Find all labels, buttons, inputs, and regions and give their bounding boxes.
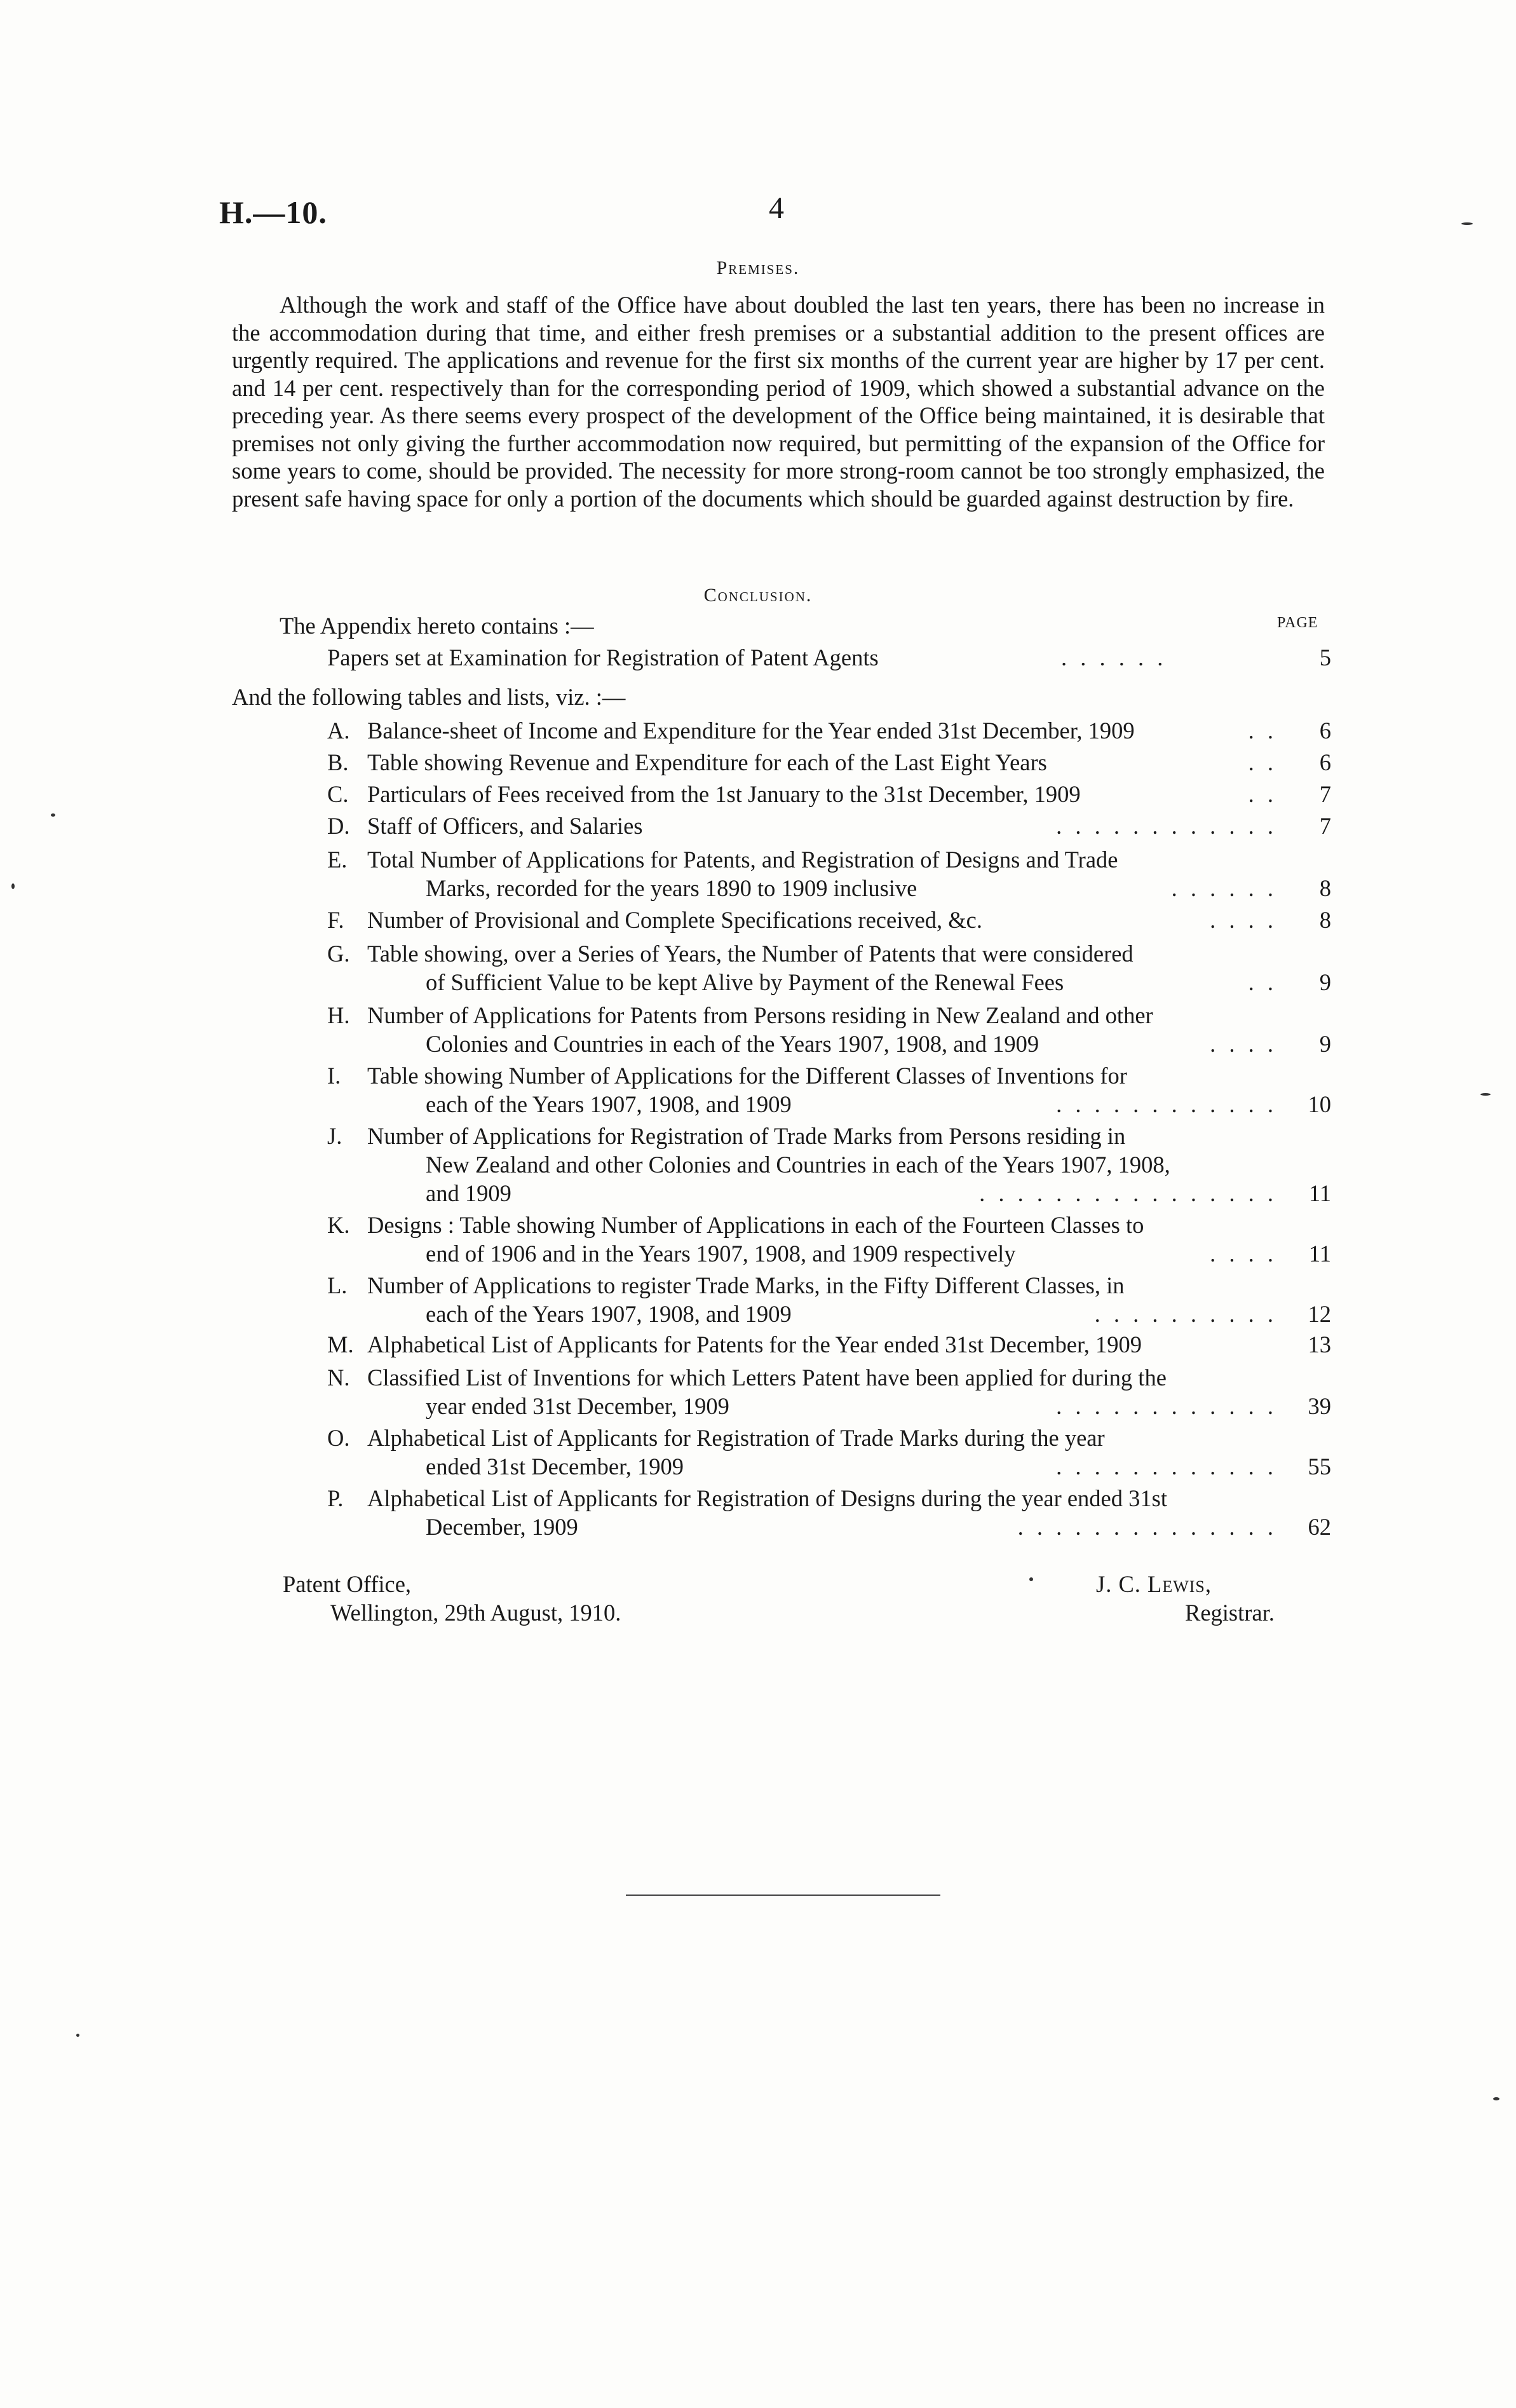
entry-letter: L.: [327, 1272, 348, 1298]
leader-dots: . . . .: [1210, 1241, 1277, 1267]
entry-text: [367, 1001, 1279, 1058]
entry-letter: G.: [327, 941, 350, 967]
scan-speck: [1461, 222, 1473, 225]
entry-line: New Zealand and other Colonies and Countries in each of the Years 1907, 1908,: [426, 1152, 1170, 1178]
leader-dots: . . . .: [1210, 1031, 1277, 1057]
leader-dots: . . . . . . . . . . . .: [1056, 1453, 1277, 1479]
entry-page-number: 12: [1308, 1301, 1331, 1327]
entry-page-number: 9: [1319, 1031, 1331, 1057]
scan-speck: [51, 813, 55, 817]
leader-dots: . .: [1248, 781, 1277, 807]
leader-dots: . .: [1248, 718, 1277, 744]
leader-dots: . . . . . . . . . . . .: [1056, 813, 1277, 839]
entry-text: [367, 716, 1279, 745]
entry-page-number: 7: [1319, 781, 1331, 807]
papers-entry-text: Papers set at Examination for Registration of Patent Agents: [327, 644, 879, 670]
entry-page-number: 11: [1308, 1180, 1331, 1206]
entry-line: Particulars of Fees received from the 1st January to the 31st December, 1909: [367, 781, 1081, 807]
entry-letter: I.: [327, 1063, 341, 1089]
entry-text: [367, 1330, 1279, 1359]
appendix-intro: The Appendix hereto contains :—: [280, 613, 594, 639]
entry-line: year ended 31st December, 1909: [426, 1393, 729, 1419]
entry-letter: P.: [327, 1485, 344, 1511]
document-reference: H.—10.: [219, 194, 327, 230]
entry-text: [367, 748, 1279, 777]
entry-line: Balance-sheet of Income and Expenditure for the Year ended 31st December, 1909: [367, 718, 1135, 744]
premises-paragraph: Although the work and staff of the Office have about doubled the last ten years, there has been no increase in the accommodation during that time, and either fresh premises or a substantial addition to the present offices are urgently required. The applications and revenue for the first six months of the current year are higher by 17 per cent. and 14 per cent. respectively than for the corresponding period of 1909, which showed a substantial advance on the preceding year. As there seems every prospect of the development of the Office being maintained, it is desirable that premises not only giving the further accommodation now required, but permitting of the expansion of the Office for some years to come, should be provided. The necessity for more strong-room cannot be too strongly emphasized, the present safe having space for only a portion of the documents which should be guarded against destruction by fire.: [232, 292, 1325, 512]
leader-dots: . . . . . .: [1171, 875, 1277, 901]
entry-letter: E.: [327, 847, 348, 873]
entry-letter: H.: [327, 1002, 350, 1028]
entry-line: each of the Years 1907, 1908, and 1909: [426, 1301, 792, 1327]
leader-dots: . . . . . . . . . . . . . .: [1017, 1514, 1277, 1540]
registrar-title: Registrar.: [1185, 1600, 1275, 1626]
entry-page-number: 9: [1319, 969, 1331, 995]
scan-speck: [76, 2034, 79, 2037]
entry-page-number: 11: [1308, 1241, 1331, 1267]
entry-text: [367, 780, 1279, 808]
premises-heading: Premises.: [716, 257, 800, 278]
entry-text: [367, 939, 1279, 997]
page-column-heading: PAGE: [1277, 615, 1318, 631]
scan-speck: [1029, 1577, 1033, 1581]
entry-letter: K.: [327, 1212, 350, 1238]
entry-line: Designs : Table showing Number of Applications in each of the Fourteen Classes to: [367, 1212, 1144, 1238]
entry-line: and 1909: [426, 1180, 511, 1206]
entry-line: Alphabetical List of Applicants for Registration of Trade Marks during the year: [367, 1425, 1105, 1451]
entry-line: Marks, recorded for the years 1890 to 1909 inclusive: [426, 875, 917, 901]
leader-dots: . . . . . . . . . .: [1094, 1301, 1277, 1327]
entry-page-number: 6: [1319, 718, 1331, 744]
entry-line: Number of Applications for Patents from Persons residing in New Zealand and other: [367, 1002, 1153, 1028]
entry-page-number: 8: [1319, 907, 1331, 933]
entry-line: Table showing Number of Applications for the Different Classes of Inventions for: [367, 1063, 1127, 1089]
entry-line: Table showing Revenue and Expenditure for each of the Last Eight Years: [367, 749, 1047, 775]
entry-line: Classified List of Inventions for which Letters Patent have been applied for during the: [367, 1364, 1167, 1391]
entry-page-number: 55: [1308, 1453, 1331, 1479]
entry-letter: N.: [327, 1364, 350, 1391]
page-number: 4: [769, 191, 784, 225]
place-date: Wellington, 29th August, 1910.: [330, 1600, 621, 1626]
entry-line: of Sufficient Value to be kept Alive by Payment of the Renewal Fees: [426, 969, 1064, 995]
conclusion-heading: Conclusion.: [703, 585, 813, 606]
entry-line: Number of Applications to register Trade Marks, in the Fifty Different Classes, in: [367, 1272, 1125, 1298]
entry-line: December, 1909: [426, 1514, 578, 1540]
entry-line: Colonies and Countries in each of the Years 1907, 1908, and 1909: [426, 1031, 1039, 1057]
entry-page-number: 13: [1308, 1331, 1331, 1357]
entry-page-number: 8: [1319, 875, 1331, 901]
entry-letter: D.: [327, 813, 350, 839]
entry-line: each of the Years 1907, 1908, and 1909: [426, 1091, 792, 1117]
entry-page-number: 62: [1308, 1514, 1331, 1540]
entry-line: Table showing, over a Series of Years, the Number of Patents that were considered: [367, 941, 1134, 967]
entry-line: Total Number of Applications for Patents, and Registration of Designs and Trade: [367, 847, 1118, 873]
entry-page-number: 7: [1319, 813, 1331, 839]
entry-text: [367, 906, 1279, 934]
signature-registrar-block: [1096, 1570, 1275, 1627]
office-name: Patent Office,: [283, 1571, 412, 1597]
entry-line: Alphabetical List of Applicants for Registration of Designs during the year ended 31st: [367, 1485, 1167, 1511]
scan-speck: [1493, 2097, 1499, 2100]
scan-speck: [11, 883, 15, 889]
scan-speck: [1480, 1093, 1491, 1096]
entry-text: [367, 1211, 1279, 1268]
tables-intro: And the following tables and lists, viz. :—: [232, 684, 626, 710]
entry-line: ended 31st December, 1909: [426, 1453, 684, 1479]
leader-dots: . . . . . . . . . . . .: [1056, 1091, 1277, 1117]
entry-letter: F.: [327, 907, 344, 933]
entry-letter: O.: [327, 1425, 350, 1451]
leader-dots: . . . . . .: [1061, 644, 1167, 670]
end-rule: [626, 1894, 940, 1896]
leader-dots: . . . .: [1210, 907, 1277, 933]
entry-page-number: 5: [1319, 644, 1331, 670]
leader-dots: . .: [1248, 969, 1277, 995]
registrar-name: J. C. Lewis,: [1096, 1571, 1212, 1597]
entry-text: [367, 845, 1279, 902]
entry-line: Alphabetical List of Applicants for Patents for the Year ended 31st December, 1909: [367, 1331, 1142, 1357]
entry-letter: M.: [327, 1331, 354, 1357]
leader-dots: . .: [1248, 749, 1277, 775]
entry-letter: J.: [327, 1123, 342, 1149]
leader-dots: . . . . . . . . . . . . . . . .: [979, 1180, 1277, 1206]
entry-letter: C.: [327, 781, 349, 807]
entry-line: Number of Applications for Registration of Trade Marks from Persons residing in: [367, 1123, 1126, 1149]
entry-line: end of 1906 and in the Years 1907, 1908, and 1909 respectively: [426, 1241, 1016, 1267]
entry-line: Staff of Officers, and Salaries: [367, 813, 643, 839]
entry-letter: A.: [327, 718, 350, 744]
signature-office-block: [283, 1570, 621, 1627]
entry-page-number: 39: [1308, 1393, 1331, 1419]
entry-letter: B.: [327, 749, 349, 775]
leader-dots: . . . . . . . . . . . .: [1056, 1393, 1277, 1419]
entry-page-number: 6: [1319, 749, 1331, 775]
entry-line: Number of Provisional and Complete Specifications received, &c.: [367, 907, 982, 933]
entry-page-number: 10: [1308, 1091, 1331, 1117]
